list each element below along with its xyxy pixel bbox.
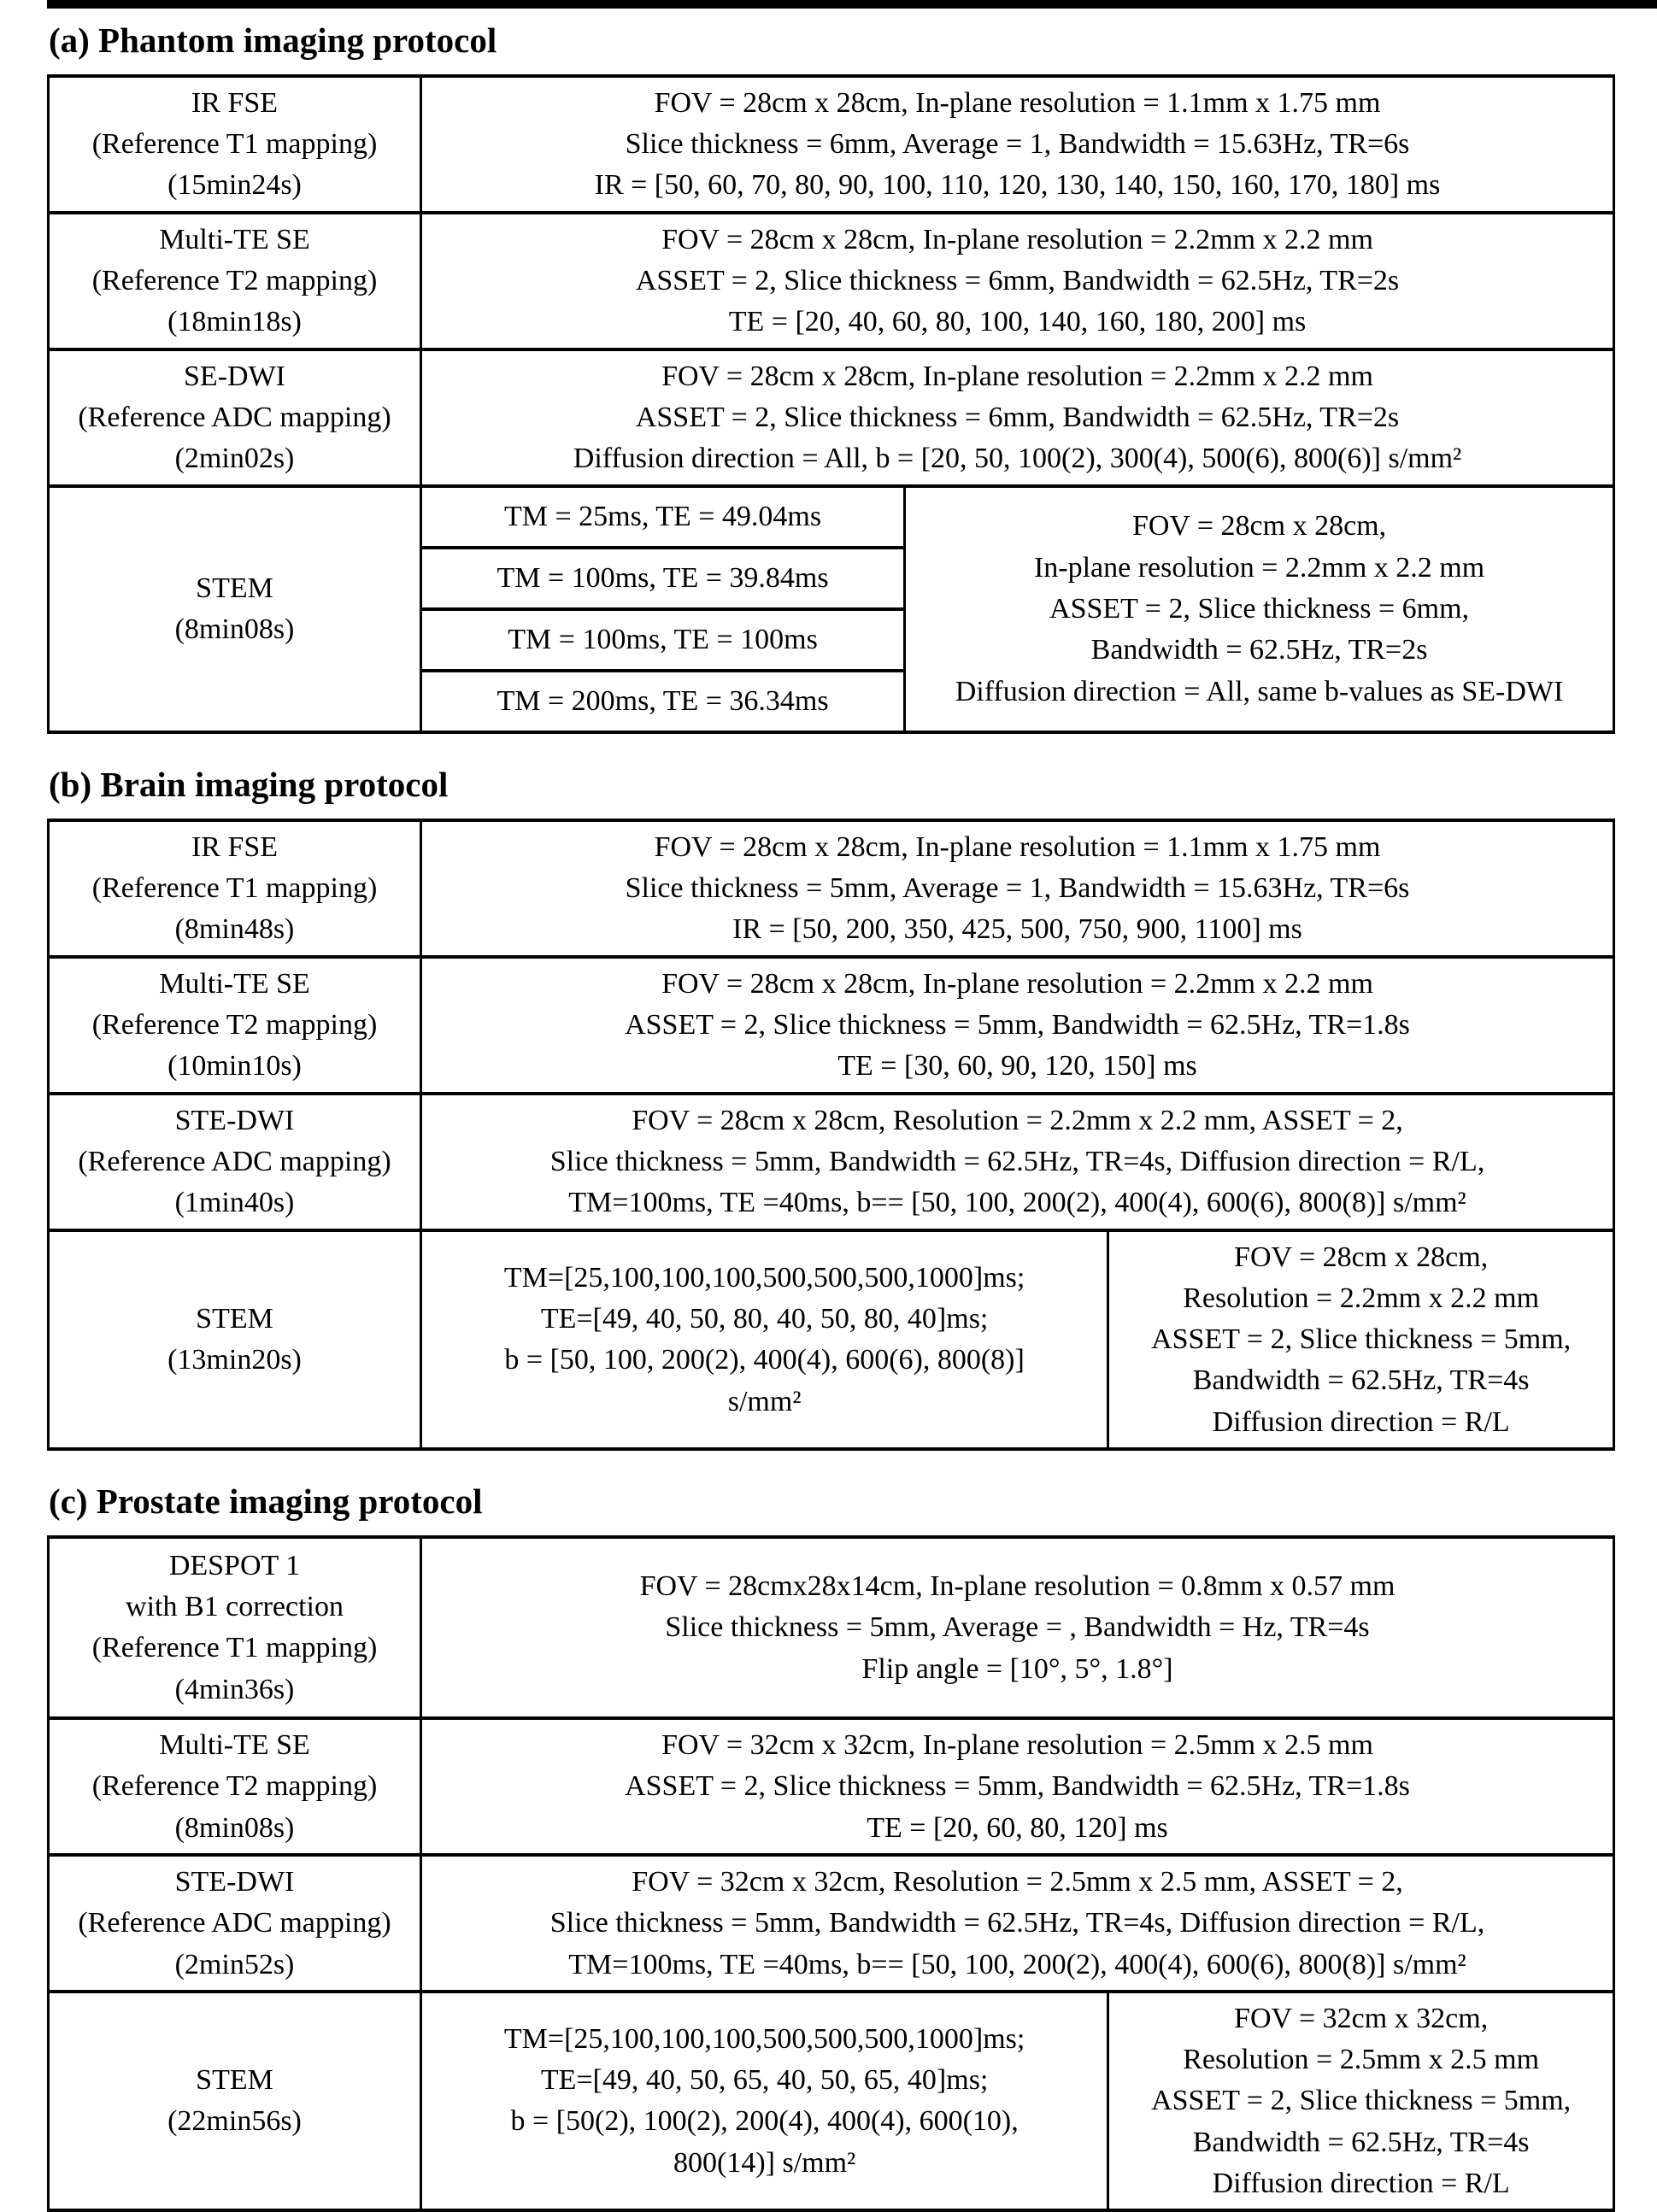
param-line: Diffusion direction = R/L — [1212, 1405, 1510, 1438]
param-line: FOV = 28cm x 28cm, Resolution = 2.2mm x 2.2 mm, ASSET = 2, — [632, 1104, 1403, 1136]
param-line: Flip angle = [10°, 5°, 1.8°] — [861, 1652, 1173, 1685]
param-line: TM=[25,100,100,100,500,500,500,1000]ms; — [503, 1261, 1025, 1294]
sequence-params-cell — [421, 1094, 1614, 1230]
sequence-name-cell — [49, 1537, 421, 1718]
param-line: IR = [50, 60, 70, 80, 90, 100, 110, 120, 130, 140, 150, 160, 170, 180] ms — [594, 169, 1441, 202]
param-line: In-plane resolution = 2.2mm x 2.2 mm — [1033, 551, 1485, 584]
table-row — [49, 76, 1614, 213]
sequence-name-line: (Reference T1 mapping) — [91, 872, 378, 905]
param-line: FOV = 28cm x 28cm, In-plane resolution = 2.2mm x 2.2 mm — [661, 967, 1373, 1000]
param-line: Diffusion direction = All, same b-values as SE-DWI — [955, 675, 1564, 707]
param-line: Slice thickness = 5mm, Average = 1, Bandwidth = 15.63Hz, TR=6s — [625, 872, 1410, 905]
sequence-name-line: with B1 correction — [126, 1591, 344, 1623]
section-c-title: (c) Prostate imaging protocol — [49, 1482, 483, 1522]
sequence-params-cell — [421, 1855, 1614, 1992]
param-line: TM=100ms, TE =40ms, b== [50, 100, 200(2), 400(4), 600(6), 800(8)] s/mm² — [568, 1948, 1466, 1980]
sequence-name-cell — [49, 1230, 421, 1449]
sequence-params-cell — [905, 486, 1614, 732]
param-line: Bandwidth = 62.5Hz, TR=4s — [1192, 2126, 1530, 2158]
sequence-name-line: (8min48s) — [174, 913, 295, 946]
sequence-name-line: IR FSE — [191, 830, 279, 863]
sequence-name-line: (1min40s) — [174, 1187, 295, 1219]
table-row — [49, 1094, 1614, 1230]
sequence-name-line: (4min36s) — [174, 1673, 295, 1705]
sequence-name-line: (Reference T1 mapping) — [91, 128, 378, 160]
sequence-name-line: (15min24s) — [167, 169, 302, 202]
param-line: FOV = 28cm x 28cm, In-plane resolution = 2.2mm x 2.2 mm — [661, 223, 1373, 255]
sequence-name-line: (22min56s) — [167, 2105, 302, 2138]
param-line: FOV = 28cm x 28cm, — [1234, 1241, 1489, 1273]
stem-settings-cell — [421, 1992, 1108, 2210]
top-black-bar — [47, 0, 1657, 9]
param-line: TM=100ms, TE =40ms, b== [50, 100, 200(2), 400(4), 600(6), 800(8)] s/mm² — [568, 1187, 1466, 1219]
section-a-title: (a) Phantom imaging protocol — [49, 21, 497, 60]
sequence-name-line: (Reference T1 mapping) — [91, 1632, 378, 1664]
param-line: ASSET = 2, Slice thickness = 5mm, Bandwidth = 62.5Hz, TR=1.8s — [625, 1770, 1410, 1803]
param-line: ASSET = 2, Slice thickness = 6mm, — [1049, 593, 1470, 625]
param-line: b = [50(2), 100(2), 200(4), 400(4), 600(10), — [510, 2105, 1019, 2138]
sequence-name-line: (Reference ADC mapping) — [78, 1146, 391, 1178]
sequence-name-line: (2min02s) — [174, 443, 295, 475]
sequence-name-cell — [49, 349, 421, 486]
param-line: ASSET = 2, Slice thickness = 5mm, Bandwidth = 62.5Hz, TR=1.8s — [625, 1009, 1410, 1041]
param-line: FOV = 32cm x 32cm, — [1234, 2002, 1489, 2034]
sequence-name-cell — [49, 76, 421, 213]
sequence-name-line: STEM — [196, 1303, 273, 1335]
sequence-name-line: STE-DWI — [174, 1866, 295, 1898]
param-line: ASSET = 2, Slice thickness = 5mm, — [1151, 1323, 1572, 1356]
sequence-name-cell — [49, 957, 421, 1094]
param-line: s/mm² — [727, 1385, 802, 1417]
param-line: Diffusion direction = All, b = [20, 50, 100(2), 300(4), 500(6), 800(6)] s/mm² — [573, 443, 1462, 475]
param-line: TE = [20, 60, 80, 120] ms — [867, 1811, 1168, 1844]
param-line: FOV = 32cm x 32cm, In-plane resolution = 2.5mm x 2.5 mm — [661, 1729, 1373, 1762]
sequence-name-line: Multi-TE SE — [159, 1729, 310, 1762]
param-line: Diffusion direction = R/L — [1212, 2167, 1510, 2199]
sequence-name-line: Multi-TE SE — [159, 223, 310, 255]
param-line: FOV = 28cm x 28cm, — [1131, 510, 1387, 543]
sequence-name-cell — [49, 213, 421, 349]
param-line: Slice thickness = 6mm, Average = 1, Bandwidth = 15.63Hz, TR=6s — [625, 128, 1410, 160]
param-line: FOV = 28cm x 28cm, In-plane resolution = 1.1mm x 1.75 mm — [654, 86, 1381, 119]
param-line: ASSET = 2, Slice thickness = 6mm, Bandwidth = 62.5Hz, TR=2s — [635, 402, 1400, 433]
prostate-protocol-table — [47, 1535, 1615, 2212]
param-line: Slice thickness = 5mm, Bandwidth = 62.5Hz, TR=4s, Diffusion direction = R/L, — [549, 1907, 1485, 1939]
param-line: TM=[25,100,100,100,500,500,500,1000]ms; — [503, 2022, 1025, 2055]
sequence-name-line: (Reference T2 mapping) — [91, 1770, 378, 1803]
sequence-name-line: (Reference ADC mapping) — [78, 1907, 391, 1939]
param-line: b = [50, 100, 200(2), 400(4), 600(6), 800(8)] — [504, 1344, 1025, 1376]
table-row — [49, 1537, 1614, 1718]
table-row — [49, 957, 1614, 1094]
sequence-name-cell — [49, 1855, 421, 1992]
param-line: FOV = 28cmx28x14cm, In-plane resolution = 0.8mm x 0.57 mm — [639, 1570, 1396, 1603]
param-line: Slice thickness = 5mm, Bandwidth = 62.5Hz, TR=4s, Diffusion direction = R/L, — [549, 1146, 1485, 1178]
stem-settings-cell — [421, 1230, 1108, 1449]
sequence-name-line: SE-DWI — [184, 360, 285, 392]
param-line: Bandwidth = 62.5Hz, TR=4s — [1192, 1364, 1530, 1397]
sequence-name-cell — [49, 1718, 421, 1855]
sequence-name-cell — [49, 820, 421, 957]
sequence-params-cell — [1108, 1992, 1614, 2210]
param-line: IR = [50, 200, 350, 425, 500, 750, 900, 1100] ms — [732, 913, 1302, 946]
sequence-params-cell — [421, 1718, 1614, 1855]
sequence-name-line: (8min08s) — [174, 1811, 295, 1844]
param-line: TE=[49, 40, 50, 80, 40, 50, 80, 40]ms; — [540, 1303, 989, 1335]
sequence-name-line: Multi-TE SE — [159, 967, 310, 1000]
param-line: FOV = 28cm x 28cm, In-plane resolution = 1.1mm x 1.75 mm — [654, 830, 1381, 863]
stem-subrow-cell: TM = 100ms, TE = 100ms — [421, 609, 905, 671]
sequence-params-cell — [421, 957, 1614, 1094]
sequence-name-line: (8min08s) — [174, 613, 295, 646]
table-row-stem — [49, 1230, 1614, 1449]
param-line: Resolution = 2.5mm x 2.5 mm — [1183, 2044, 1540, 2076]
sequence-name-line: STEM — [196, 2064, 273, 2097]
sequence-params-cell — [421, 76, 1614, 213]
sequence-name-line: STEM — [196, 572, 273, 604]
sequence-params-cell — [421, 1537, 1614, 1718]
param-line: FOV = 32cm x 32cm, Resolution = 2.5mm x 2.5 mm, ASSET = 2, — [632, 1866, 1403, 1898]
table-row-stem — [49, 486, 1614, 548]
param-line: Resolution = 2.2mm x 2.2 mm — [1183, 1282, 1540, 1314]
sequence-name-line: (13min20s) — [167, 1344, 302, 1376]
table-row — [49, 213, 1614, 349]
table-row — [49, 349, 1614, 486]
stem-subrow-cell: TM = 25ms, TE = 49.04ms — [421, 486, 905, 548]
param-line: Slice thickness = 5mm, Average = , Bandwidth = Hz, TR=4s — [665, 1611, 1370, 1644]
brain-protocol-table — [47, 818, 1615, 1451]
sequence-name-line: (Reference ADC mapping) — [78, 402, 391, 433]
sequence-name-line: DESPOT 1 — [168, 1549, 301, 1581]
stem-subrow-cell: TM = 200ms, TE = 36.34ms — [421, 671, 905, 732]
sequence-name-cell — [49, 1094, 421, 1230]
sequence-name-line: (10min10s) — [167, 1050, 302, 1083]
param-line: FOV = 28cm x 28cm, In-plane resolution = 2.2mm x 2.2 mm — [661, 360, 1373, 392]
sequence-name-line: (Reference T2 mapping) — [91, 265, 378, 296]
sequence-name-line: STE-DWI — [174, 1104, 295, 1136]
table-row-stem — [49, 1992, 1614, 2210]
section-b-title: (b) Brain imaging protocol — [49, 765, 449, 805]
sequence-name-cell — [49, 486, 421, 732]
param-line: ASSET = 2, Slice thickness = 6mm, Bandwidth = 62.5Hz, TR=2s — [635, 265, 1400, 296]
phantom-protocol-table — [47, 74, 1615, 734]
param-line: TE = [30, 60, 90, 120, 150] ms — [837, 1050, 1197, 1083]
sequence-name-line: (2min52s) — [174, 1948, 295, 1980]
sequence-params-cell — [1108, 1230, 1614, 1449]
param-line: Bandwidth = 62.5Hz, TR=2s — [1090, 634, 1428, 666]
param-line: ASSET = 2, Slice thickness = 5mm, — [1151, 2085, 1572, 2117]
table-row — [49, 820, 1614, 957]
sequence-name-line: IR FSE — [191, 86, 279, 119]
sequence-name-cell — [49, 1992, 421, 2210]
table-row — [49, 1718, 1614, 1855]
param-line: 800(14)] s/mm² — [673, 2146, 856, 2179]
sequence-params-cell — [421, 820, 1614, 957]
sequence-name-line: (18min18s) — [167, 306, 302, 338]
param-line: TE=[49, 40, 50, 65, 40, 50, 65, 40]ms; — [540, 2064, 989, 2097]
sequence-name-line: (Reference T2 mapping) — [91, 1009, 378, 1041]
stem-subrow-cell: TM = 100ms, TE = 39.84ms — [421, 548, 905, 609]
sequence-params-cell — [421, 349, 1614, 486]
param-line: TE = [20, 40, 60, 80, 100, 140, 160, 180, 200] ms — [728, 306, 1307, 338]
sequence-params-cell — [421, 213, 1614, 349]
table-row — [49, 1855, 1614, 1992]
